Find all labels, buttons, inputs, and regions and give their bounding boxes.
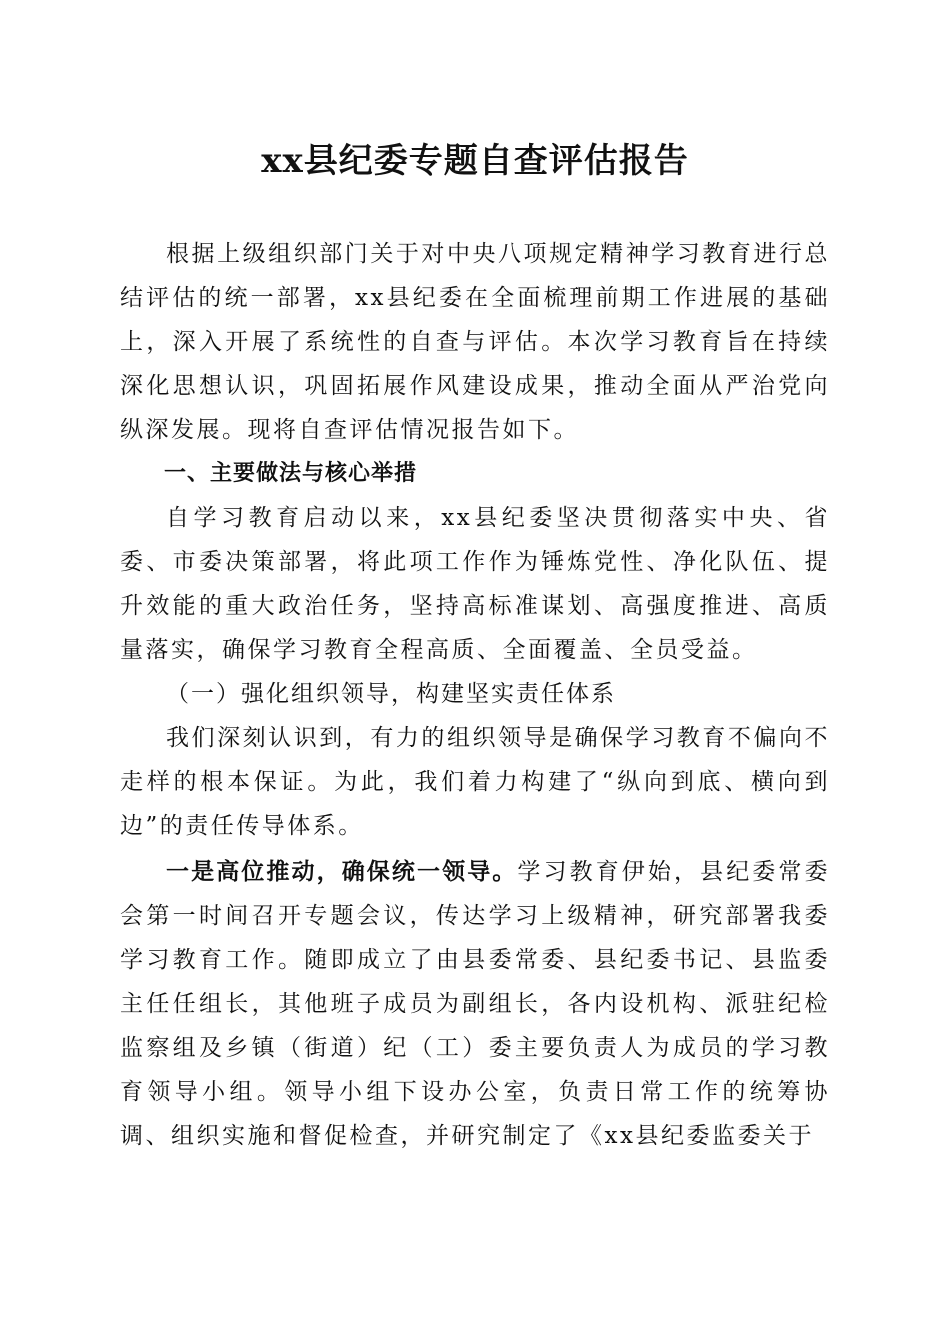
document-body	[120, 232, 830, 1158]
section-heading: 一、主要做法与核心举措	[164, 461, 418, 486]
section-paragraph: 自学习教育启动以来，xx县纪委坚决贯彻落实中央、省委、市委决策部署，将此项工作作为锤炼党性、净化队伍、提升效能的重大政治任务，坚持高标准谋划、高强度推进、高质量落实，确保学习教育全程高质、全面覆盖、全员受益。	[120, 505, 830, 663]
document-title: xx县纪委专题自查评估报告	[261, 141, 689, 181]
subsection-heading: （一）强化组织领导，构建坚实责任体系	[166, 681, 616, 707]
intro-paragraph: 根据上级组织部门关于对中央八项规定精神学习教育进行总结评估的统一部署，xx县纪委在全面梳理前期工作进展的基础上，深入开展了系统性的自查与评估。本次学习教育旨在持续深化思想认识，巩固拓展作风建设成果，推动全面从严治党向纵深发展。现将自查评估情况报告如下。	[120, 241, 830, 443]
point-lead: 一是高位推动，确保统一领导。	[166, 859, 518, 885]
subsection-paragraph: 我们深刻认识到，有力的组织领导是确保学习教育不偏向不走样的根本保证。为此，我们着力构建了“纵向到底、横向到边”的责任传导体系。	[120, 725, 830, 839]
point-paragraph	[120, 850, 830, 1158]
point-text: 学习教育伊始，县纪委常委会第一时间召开专题会议，传达学习上级精神，研究部署我委学习教育工作。随即成立了由县委常委、县纪委书记、县监委主任任组长，其他班子成员为副组长，各内设机构、派驻纪检监察组及乡镇（街道）纪（工）委主要负责人为成员的学习教育领导小组。领导小组下设办公室，负责日常工作的统筹协调、组织实施和督促检查，并研究制定了《xx县纪委监委关于	[120, 859, 831, 1149]
